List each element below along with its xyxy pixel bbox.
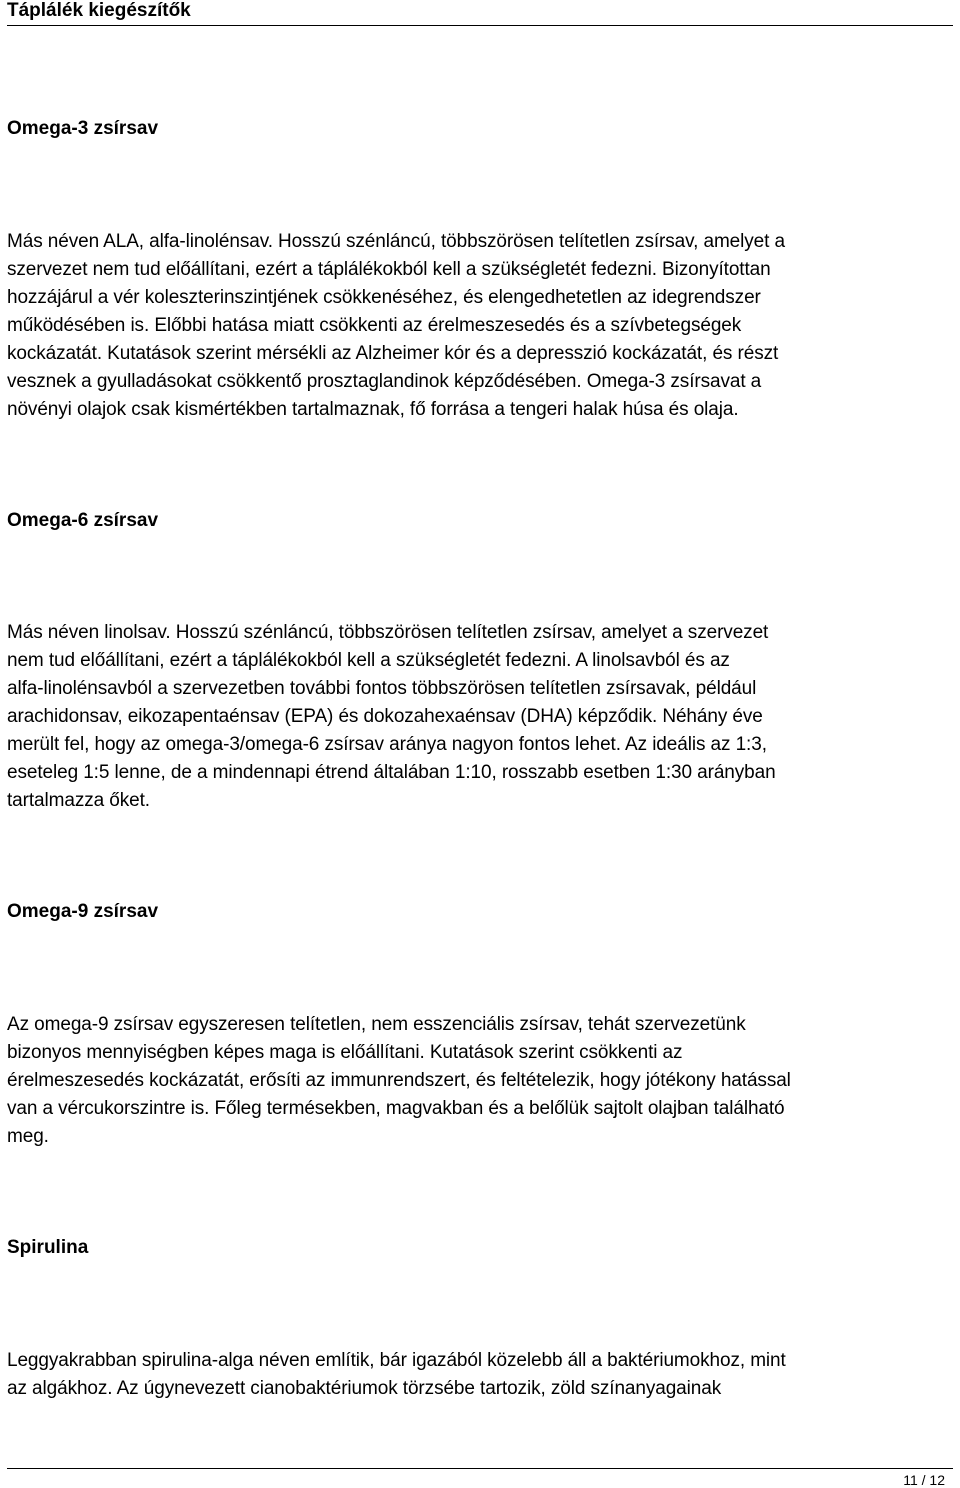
text-line: alfa-linolénsavból a szervezetben további fontos többszörösen telítetlen zsírsavak, például <box>7 678 757 699</box>
text-line: merült fel, hogy az omega-3/omega-6 zsírsav aránya nagyon fontos lehet. Az ideális az 1:3, <box>7 734 767 755</box>
text-line: bizonyos mennyiségben képes maga is előállítani. Kutatások szerint csökkenti az <box>7 1042 683 1063</box>
section-body-omega-3 <box>7 228 947 424</box>
text-line: Más néven linolsav. Hosszú szénláncú, többszörösen telítetlen zsírsav, amelyet a szervezet <box>7 622 769 643</box>
text-line: kockázatát. Kutatások szerint mérsékli az Alzheimer kór és a depresszió kockázatát, és részt <box>7 343 779 364</box>
text-line: az algákhoz. Az úgynevezett cianobaktériumok törzsébe tartozik, zöld színanyagainak <box>7 1378 722 1399</box>
section-heading-omega-6: Omega-6 zsírsav <box>7 510 159 531</box>
section-body-spirulina <box>7 1347 947 1403</box>
text-line: hozzájárul a vér koleszterinszintjének csökkenéséhez, és elengedhetetlen az idegrendszer <box>7 287 761 308</box>
text-line: tartalmazza őket. <box>7 790 150 811</box>
text-line: vesznek a gyulladásokat csökkentő prosztaglandinok képződésében. Omega-3 zsírsavat a <box>7 371 762 392</box>
text-line: meg. <box>7 1126 49 1147</box>
header-divider <box>7 25 953 26</box>
text-line: eseteleg 1:5 lenne, de a mindennapi étrend általában 1:10, rosszabb esetben 1:30 arányban <box>7 762 776 783</box>
text-line: Más néven ALA, alfa-linolénsav. Hosszú szénláncú, többszörösen telítetlen zsírsav, amelyet a <box>7 231 785 252</box>
page-number: 11 / 12 <box>903 1472 945 1488</box>
section-body-omega-9 <box>7 1011 947 1151</box>
text-line: Az omega-9 zsírsav egyszeresen telítetlen, nem esszenciális zsírsav, tehát szervezetünk <box>7 1014 746 1035</box>
text-line: szervezet nem tud előállítani, ezért a táplálékokból kell a szükségletét fedezni. Bizonyítottan <box>7 259 771 280</box>
section-heading-omega-3: Omega-3 zsírsav <box>7 118 159 139</box>
footer-divider <box>7 1468 953 1469</box>
text-line: arachidonsav, eikozapentaénsav (EPA) és dokozahexaénsav (DHA) képződik. Néhány éve <box>7 706 763 727</box>
section-body-omega-6 <box>7 619 947 815</box>
section-heading-omega-9: Omega-9 zsírsav <box>7 901 159 922</box>
text-line: nem tud előállítani, ezért a táplálékokból kell a szükségletét fedezni. A linolsavból és az <box>7 650 730 671</box>
text-line: Leggyakrabban spirulina-alga néven említik, bár igazából közelebb áll a baktériumokhoz, mint <box>7 1350 786 1371</box>
text-line: növényi olajok csak kismértékben tartalmaznak, fő forrása a tengeri halak húsa és olaja. <box>7 399 739 420</box>
page-header-title: Táplálék kiegészítők <box>7 0 191 21</box>
section-heading-spirulina: Spirulina <box>7 1237 89 1258</box>
text-line: érelmeszesedés kockázatát, erősíti az immunrendszert, és feltételezik, hogy jótékony hatással <box>7 1070 791 1091</box>
text-line: működésében is. Előbbi hatása miatt csökkenti az érelmeszesedés és a szívbetegségek <box>7 315 742 336</box>
text-line: van a vércukorszintre is. Főleg termésekben, magvakban és a belőlük sajtolt olajban található <box>7 1098 785 1119</box>
